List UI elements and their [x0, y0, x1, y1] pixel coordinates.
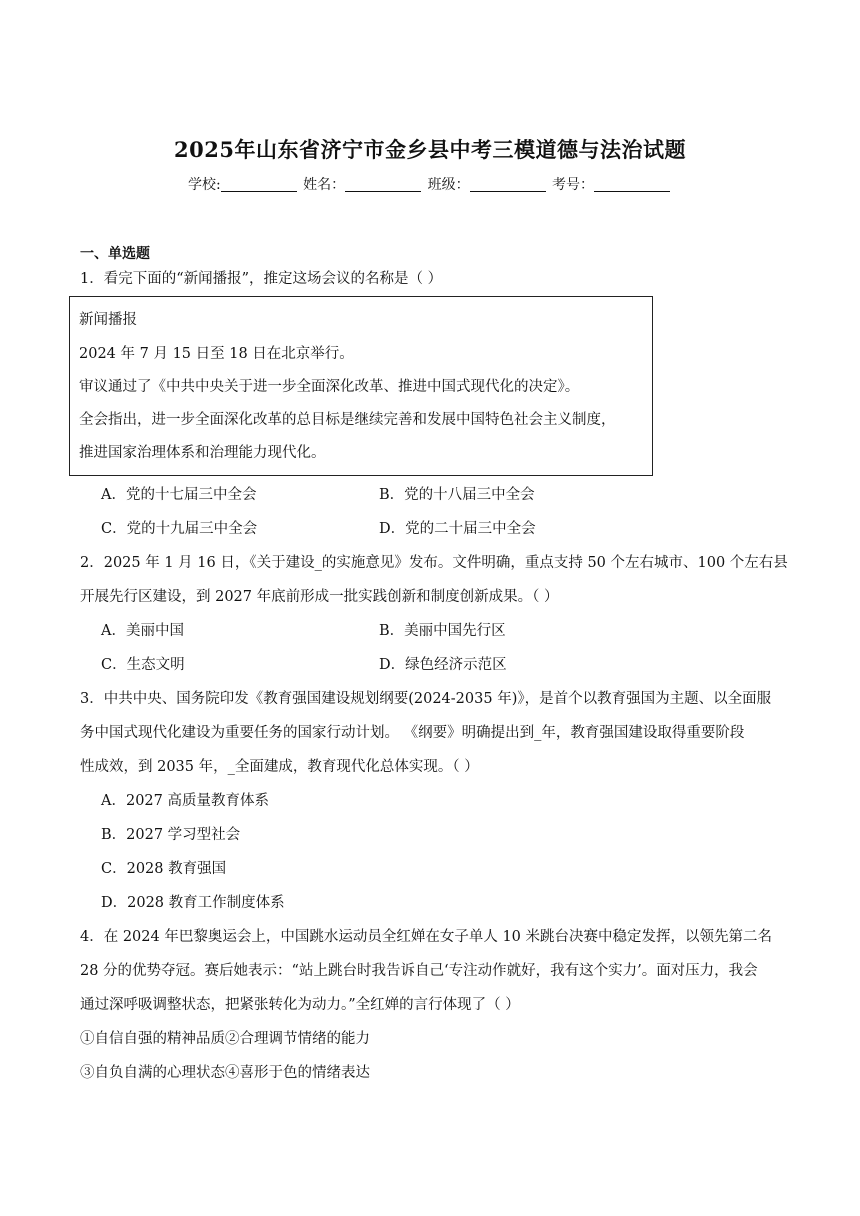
q3-stem-line: 3．中共中央、国务院印发《教育强国建设规划纲要(2024-2035 年)》，是首个以教育强国为主题、以全面服 — [80, 691, 772, 707]
q4-stem-line: 通过深呼吸调整状态，把紧张转化为动力。”全红婵的言行体现了（ ） — [80, 997, 520, 1013]
section-title: 一、单选题 — [80, 246, 150, 262]
student-info-line — [0, 174, 860, 194]
class-blank[interactable] — [470, 177, 546, 192]
news-box — [69, 296, 653, 476]
q1-option-c[interactable]: C．党的十九届三中全会 — [101, 521, 258, 537]
q3-option-d[interactable]: D．2028 教育工作制度体系 — [101, 895, 285, 911]
news-box-line: 审议通过了《中共中央关于进一步全面深化改革、推进中国式现代化的决定》。 — [79, 379, 580, 395]
q4-item-line: ③自负自满的心理状态④喜形于色的情绪表达 — [80, 1065, 370, 1081]
q1-option-b[interactable]: B．党的十八届三中全会 — [379, 487, 535, 503]
q3-stem-line: 务中国式现代化建设为重要任务的国家行动计划。 《纲要》明确提出到_年，教育强国建设取得重要阶段 — [80, 725, 745, 741]
q2-stem-line: 2．2025 年 1 月 16 日，《关于建设_的实施意见》发布。文件明确，重点支持 50 个左右城市、100 个左右县 — [80, 555, 788, 571]
news-box-line: 全会指出，进一步全面深化改革的总目标是继续完善和发展中国特色社会主义制度， — [79, 412, 616, 428]
q1-stem: 1．看完下面的“新闻播报”，推定这场会议的名称是（ ） — [80, 271, 443, 287]
news-box-line: 2024 年 7 月 15 日至 18 日在北京举行。 — [79, 346, 354, 362]
q4-item-line: ①自信自强的精神品质②合理调节情绪的能力 — [80, 1031, 370, 1047]
q1-option-a[interactable]: A．党的十七届三中全会 — [101, 487, 257, 503]
name-blank[interactable] — [345, 177, 421, 192]
q3-option-c[interactable]: C．2028 教育强国 — [101, 861, 227, 877]
exam-no-label: 考号： — [552, 177, 595, 193]
q4-stem-line: 28 分的优势夺冠。赛后她表示：“站上跳台时我告诉自己‘专注动作就好，我有这个实力’。面对压力，我会 — [80, 963, 758, 979]
news-box-line: 推进国家治理体系和治理能力现代化。 — [79, 445, 326, 461]
q1-option-d[interactable]: D．党的二十届三中全会 — [379, 521, 536, 537]
q2-stem-line: 开展先行区建设，到 2027 年底前形成一批实践创新和制度创新成果。（ ） — [80, 589, 559, 605]
q3-option-a[interactable]: A．2027 高质量教育体系 — [101, 793, 269, 809]
school-blank[interactable] — [221, 177, 297, 192]
q4-stem-line: 4．在 2024 年巴黎奥运会上，中国跳水运动员全红婵在女子单人 10 米跳台决赛中稳定发挥，以领先第二名 — [80, 929, 773, 945]
class-label: 班级： — [427, 177, 470, 193]
news-box-line: 新闻播报 — [79, 312, 137, 328]
q3-option-b[interactable]: B．2027 学习型社会 — [101, 827, 241, 843]
exam-no-blank[interactable] — [594, 177, 670, 192]
q3-stem-line: 性成效，到 2035 年，_全面建成，教育现代化总体实现。（ ） — [80, 759, 479, 775]
name-label: 姓名： — [303, 177, 346, 193]
q2-option-a[interactable]: A．美丽中国 — [101, 623, 184, 639]
q2-option-d[interactable]: D．绿色经济示范区 — [379, 657, 507, 673]
q2-option-b[interactable]: B．美丽中国先行区 — [379, 623, 506, 639]
q2-option-c[interactable]: C．生态文明 — [101, 657, 185, 673]
school-label: 学校: — [187, 177, 221, 193]
page-title: 2025年山东省济宁市金乡县中考三模道德与法治试题 — [174, 137, 686, 162]
